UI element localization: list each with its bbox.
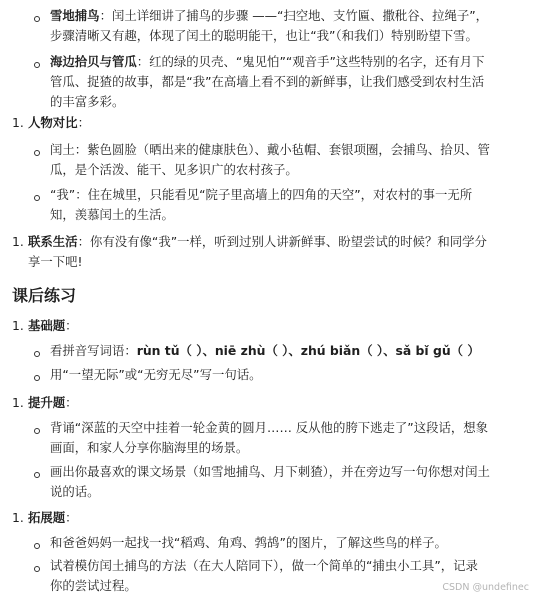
item-text: ：闰土详细讲了捕鸟的步骤 ——“扫空地、支竹匾、撒秕谷、拉绳子”，步骤清晰又有趣，体现了闰土的聪明能干，也让“我”（和我们）特别盼望下雪。 [50, 8, 489, 43]
list-item: 联系生活：你有没有像“我”一样，听到过别人讲新鲜事、盼望尝试的时候？和同学分享一下吧! [28, 234, 487, 269]
list-item: 试着模仿闰土捕鸟的方法（在大人陪同下），做一个简单的“捕虫小工具”，记录你的尝试过程。 [50, 558, 478, 593]
section-title: 拓展题 [28, 510, 66, 525]
section-heading: 拓展题： [28, 510, 78, 525]
section-title: 提升题 [28, 395, 66, 410]
list-item: 背诵“深蓝的天空中挂着一轮金黄的圆月…… 反从他的胯下逃走了”这段话，想象画面，和家人分享你脑海里的场景。 [50, 420, 489, 455]
list-number: 1. [12, 395, 24, 410]
bullet-icon [34, 195, 40, 201]
list-number: 1. [12, 510, 24, 525]
section-heading: 基础题： [28, 318, 78, 333]
section-heading: 人物对比： [28, 115, 90, 130]
page-heading: 课后练习 [12, 286, 77, 305]
section-title: 联系生活 [28, 234, 78, 249]
list-item: 和爸爸妈妈一起找一找“稻鸡、角鸡、鹁鸪”的图片，了解这些鸟的样子。 [50, 535, 447, 550]
bullet-icon [34, 351, 40, 357]
watermark: CSDN @undefinec [442, 582, 529, 593]
list-item: “我”：住在城里，只能看见“院子里高墙上的四角的天空”，对农村的事一无所知，羡慕闰土的生活。 [50, 187, 473, 222]
list-item: 闰土：紫色圆脸（晒出来的健康肤色）、戴小毡帽、套银项圈，会捕鸟、拾贝、管瓜，是个活泼、能干、见多识广的农村孩子。 [50, 142, 490, 177]
list-item: 用“一望无际”或“无穷无尽”写一句话。 [50, 367, 262, 382]
list-item [50, 52, 490, 112]
bullet-icon [34, 16, 40, 22]
pinyin-prompt: rùn tǔ（ ）、niē zhù（ ）、zhú biǎn（ ）、sǎ bǐ gǔ（ ） [136, 343, 480, 358]
list-number: 1. [12, 318, 24, 333]
bullet-icon [34, 150, 40, 156]
item-title: 海边拾贝与管瓜 [50, 54, 137, 69]
list-number: 1. [12, 234, 24, 249]
bullet-icon [34, 566, 40, 572]
item-title: 雪地捕鸟 [50, 8, 100, 23]
list-item: 看拼音写词语：rùn tǔ（ ）、niē zhù（ ）、zhú biǎn（ ）、sǎ bǐ gǔ（ ） [50, 343, 480, 358]
list-number: 1. [12, 115, 24, 130]
bullet-icon [34, 62, 40, 68]
bullet-icon [34, 428, 40, 434]
list-item [50, 6, 490, 46]
bullet-icon [34, 375, 40, 381]
section-heading: 提升题： [28, 395, 78, 410]
item-text: ：红的绿的贝壳、“鬼见怕”“观音手”这些特别的名字，还有月下管瓜、捉猹的故事，都是“我”在高墙上看不到的新鲜事，让我们感受到农村生活的丰富多彩。 [50, 54, 485, 109]
section-title: 人物对比 [28, 115, 78, 130]
section-title: 基础题 [28, 318, 66, 333]
bullet-icon [34, 543, 40, 549]
list-item: 画出你最喜欢的课文场景（如雪地捕鸟、月下刺猹），并在旁边写一句你想对闰土说的话。 [50, 464, 490, 499]
bullet-icon [34, 472, 40, 478]
